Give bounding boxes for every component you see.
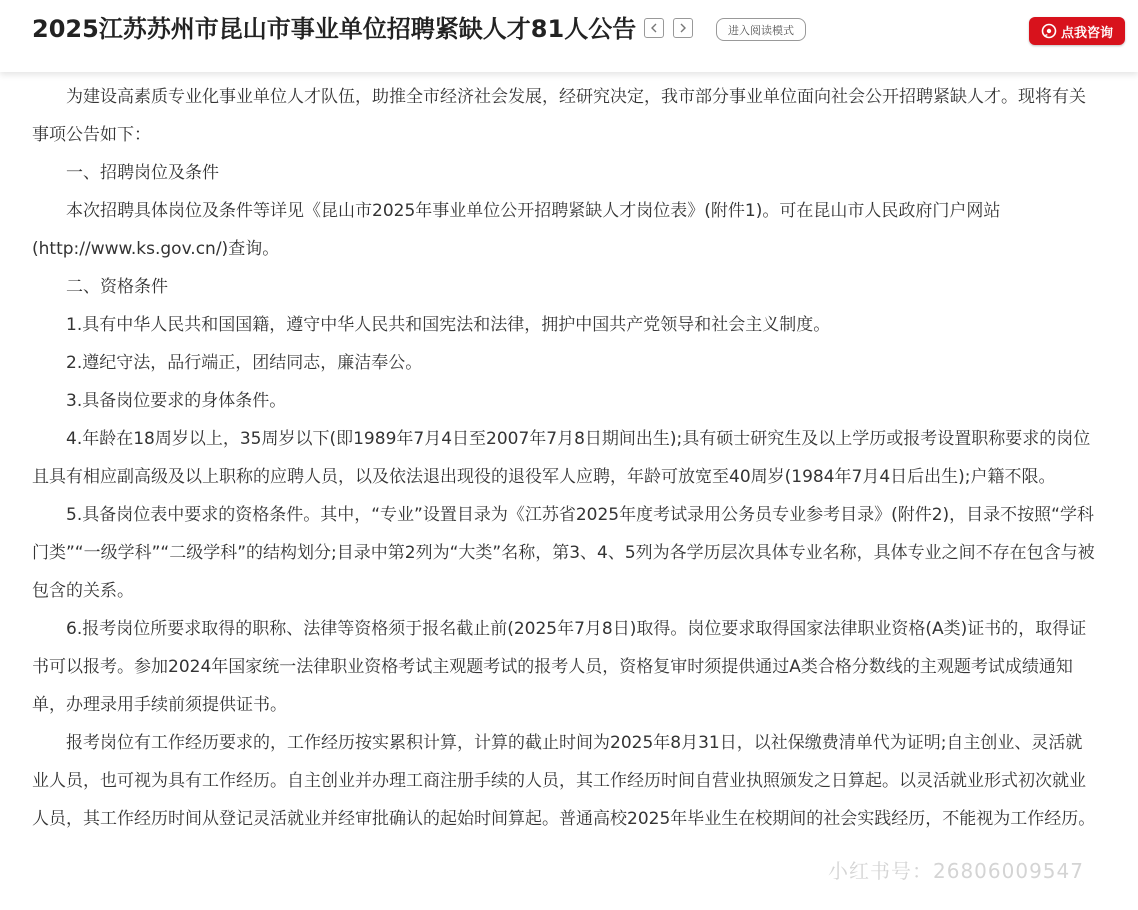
next-button[interactable] <box>673 18 693 38</box>
page-title: 2025江苏苏州市昆山市事业单位招聘紧缺人才81人公告 <box>32 15 637 43</box>
paragraph-positions: 本次招聘具体岗位及条件等详见《昆山市2025年事业单位公开招聘紧缺人才岗位表》(附件1)。可在昆山市人民政府门户网站(http://www.ks.gov.cn/)查询。 <box>32 201 1001 259</box>
qualification-item-2: 2.遵纪守法，品行端正，团结同志，廉洁奉公。 <box>66 353 423 373</box>
consult-button-label: 点我咨询 <box>1060 25 1113 41</box>
page-header <box>0 0 1138 72</box>
article-body <box>32 78 1098 838</box>
consult-button[interactable] <box>1029 17 1125 45</box>
chevron-left-icon <box>649 23 659 33</box>
qualification-item-6: 6.报考岗位所要求取得的职称、法律等资格须于报名截止前(2025年7月8日)取得。岗位要求取得国家法律职业资格(A类)证书的，取得证书可以报考。参加2024年国家统一法律职业资格考试主观题考试的报考人员，资格复审时须提供通过A类合格分数线的主观题考试成绩通知单，办理录用手续前须提供证书。 <box>32 619 1087 715</box>
paragraph-intro: 为建设高素质专业化事业单位人才队伍，助推全市经济社会发展，经研究决定，我市部分事业单位面向社会公开招聘紧缺人才。现将有关事项公告如下： <box>32 87 1086 145</box>
watermark: 小红书号：26806009547 <box>828 859 1084 883</box>
qualification-item-3: 3.具备岗位要求的身体条件。 <box>66 391 287 411</box>
chevron-right-icon <box>678 23 688 33</box>
section-heading-qualifications: 二、资格条件 <box>66 277 168 297</box>
section-heading-positions: 一、招聘岗位及条件 <box>66 163 219 183</box>
reader-mode-button[interactable]: 进入阅读模式 <box>716 18 806 41</box>
chat-bubble-icon <box>1041 23 1057 39</box>
qualification-item-5: 5.具备岗位表中要求的资格条件。其中，“专业”设置目录为《江苏省2025年度考试录用公务员专业参考目录》(附件2)，目录不按照“学科门类”“一级学科”“二级学科”的结构划分;目录中第2列为“大类”名称，第3、4、5列为各学历层次具体专业名称，具体专业之间不存在包含与被包含的关系。 <box>32 505 1095 601</box>
qualification-item-4: 4.年龄在18周岁以上，35周岁以下(即1989年7月4日至2007年7月8日期间出生);具有硕士研究生及以上学历或报考设置职称要求的岗位且具有相应副高级及以上职称的应聘人员，以及依法退出现役的退役军人应聘，年龄可放宽至40周岁(1984年7月4日后出生);户籍不限。 <box>32 429 1091 487</box>
qualification-item-1: 1.具有中华人民共和国国籍，遵守中华人民共和国宪法和法律，拥护中国共产党领导和社会主义制度。 <box>66 315 831 335</box>
paragraph-work-experience: 报考岗位有工作经历要求的，工作经历按实累积计算，计算的截止时间为2025年8月31日，以社保缴费清单代为证明;自主创业、灵活就业人员，也可视为具有工作经历。自主创业并办理工商注册手续的人员，其工作经历时间自营业执照颁发之日算起。以灵活就业形式初次就业人员，其工作经历时间从登记灵活就业并经审批确认的起始时间算起。普通高校2025年毕业生在校期间的社会实践经历，不能视为工作经历。 <box>32 733 1096 829</box>
prev-button[interactable] <box>644 18 664 38</box>
